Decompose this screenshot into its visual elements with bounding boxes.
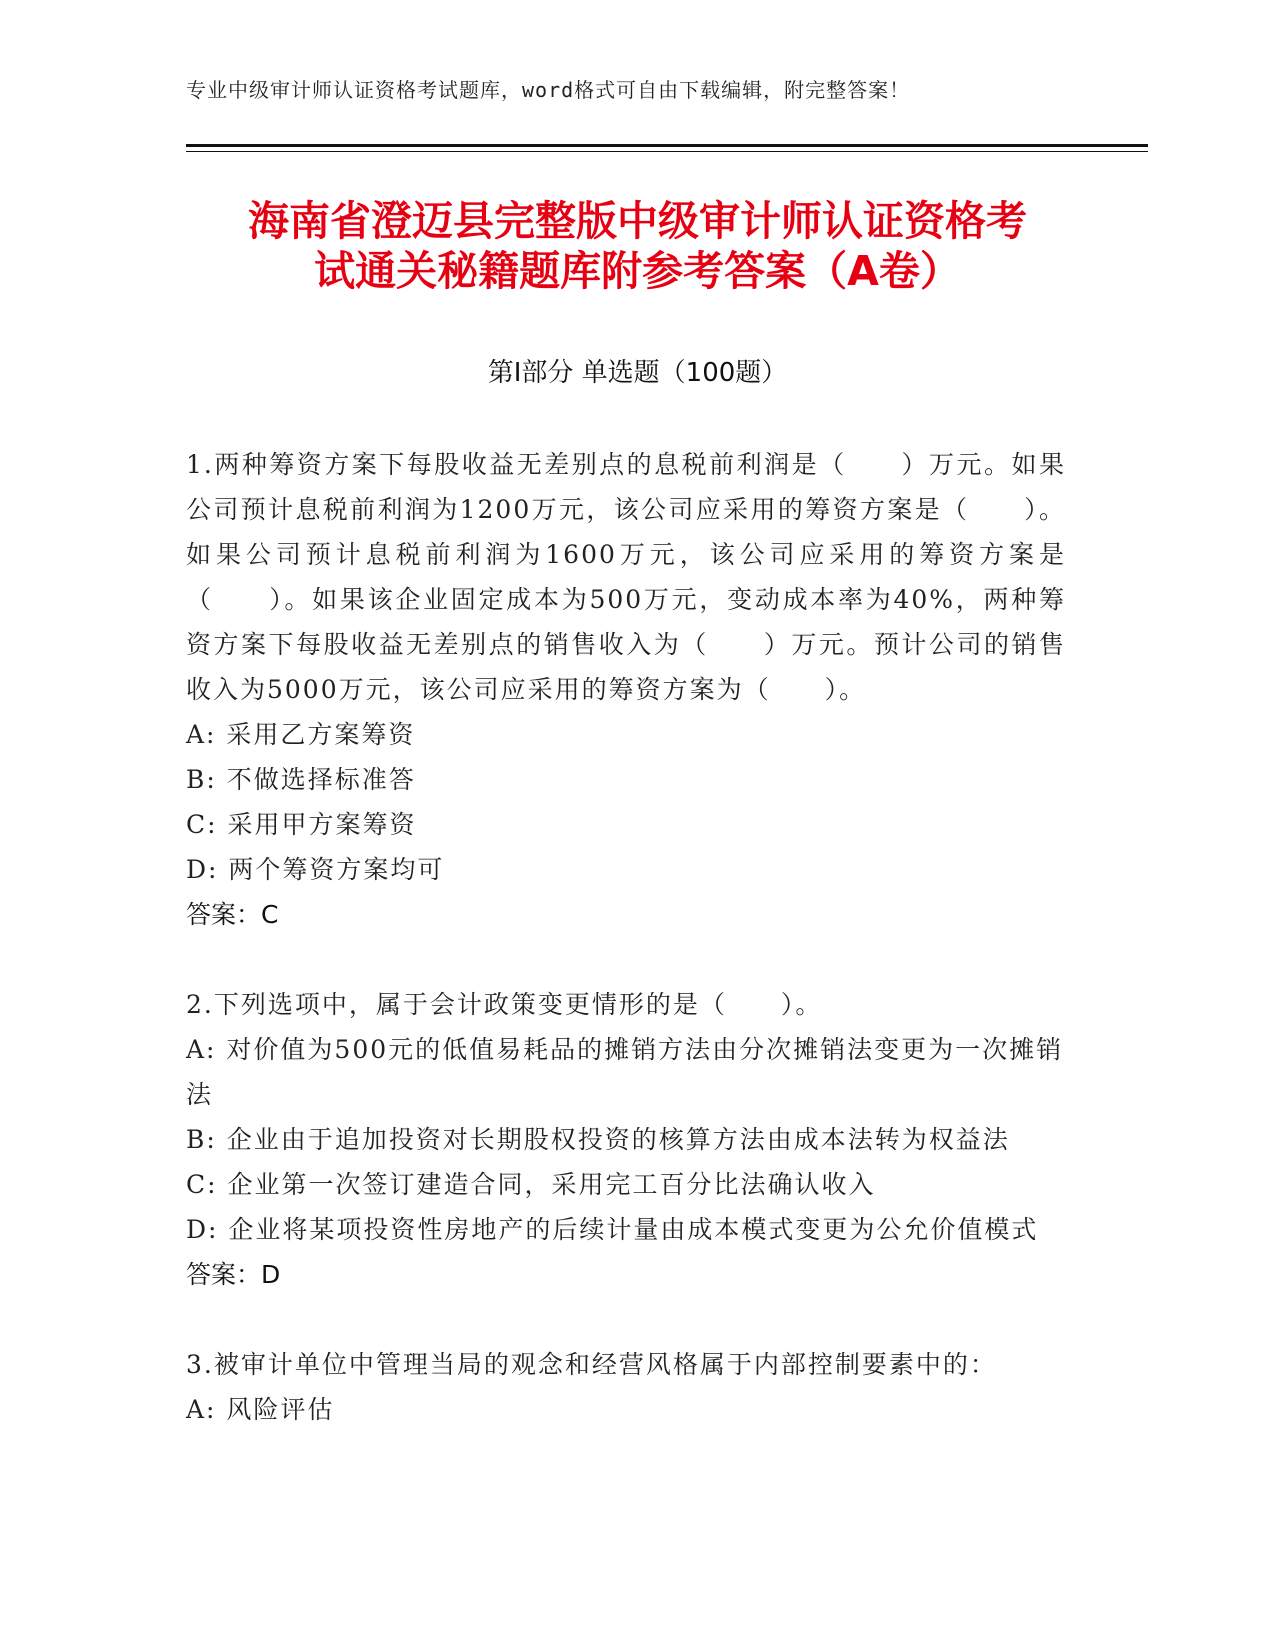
question-stem: 3.被审计单位中管理当局的观念和经营风格属于内部控制要素中的： (186, 1350, 997, 1379)
spacer (186, 1297, 1066, 1342)
title-line-2: 试通关秘籍题库附参考答案（A卷） (314, 247, 961, 295)
option-b: B: 不做选择标准答 (186, 765, 416, 794)
question-stem: 1.两种筹资方案下每股收益无差别点的息税前利润是（ ）万元。如果公司预计息税前利润为1200万元，该公司应采用的筹资方案是（ ）。如果公司预计息税前利润为1600万元，该公司应采用的筹资方案是（ ）。如果该企业固定成本为500万元，变动成本率为40%，两种筹资方案下每股收益无差别点的销售收入为（ ）万元。预计公司的销售收入为5000万元，该公司应采用的筹资方案为（ ）。 (186, 450, 1066, 704)
question-2 (186, 982, 1066, 1297)
spacer (186, 937, 1066, 982)
header-rule-thick (186, 144, 1148, 147)
option-a: A: 风险评估 (186, 1395, 335, 1424)
header-note: 专业中级审计师认证资格考试题库，word格式可自由下载编辑，附完整答案！ (186, 78, 911, 102)
question-3 (186, 1342, 1066, 1432)
question-list (186, 442, 1066, 1432)
option-d: D: 两个筹资方案均可 (186, 855, 445, 884)
option-a: A: 采用乙方案筹资 (186, 720, 416, 749)
question-stem: 2.下列选项中，属于会计政策变更情形的是（ ）。 (186, 990, 823, 1019)
document-title (150, 196, 1125, 296)
option-a: A: 对价值为500元的低值易耗品的摊销方法由分次摊销法变更为一次摊销法 (186, 1035, 1064, 1109)
header-rule-thin (186, 151, 1148, 152)
title-line-1: 海南省澄迈县完整版中级审计师认证资格考 (248, 197, 1027, 245)
option-c: C: 企业第一次签订建造合同，采用完工百分比法确认收入 (186, 1170, 876, 1199)
answer: 答案：C (186, 900, 279, 929)
question-1 (186, 442, 1066, 937)
option-c: C: 采用甲方案筹资 (186, 810, 417, 839)
answer: 答案：D (186, 1260, 281, 1289)
section-heading: 第Ⅰ部分 单选题（100题） (487, 358, 788, 388)
option-b: B: 企业由于追加投资对长期股权投资的核算方法由成本法转为权益法 (186, 1125, 1010, 1154)
option-d: D: 企业将某项投资性房地产的后续计量由成本模式变更为公允价值模式 (186, 1215, 1039, 1244)
